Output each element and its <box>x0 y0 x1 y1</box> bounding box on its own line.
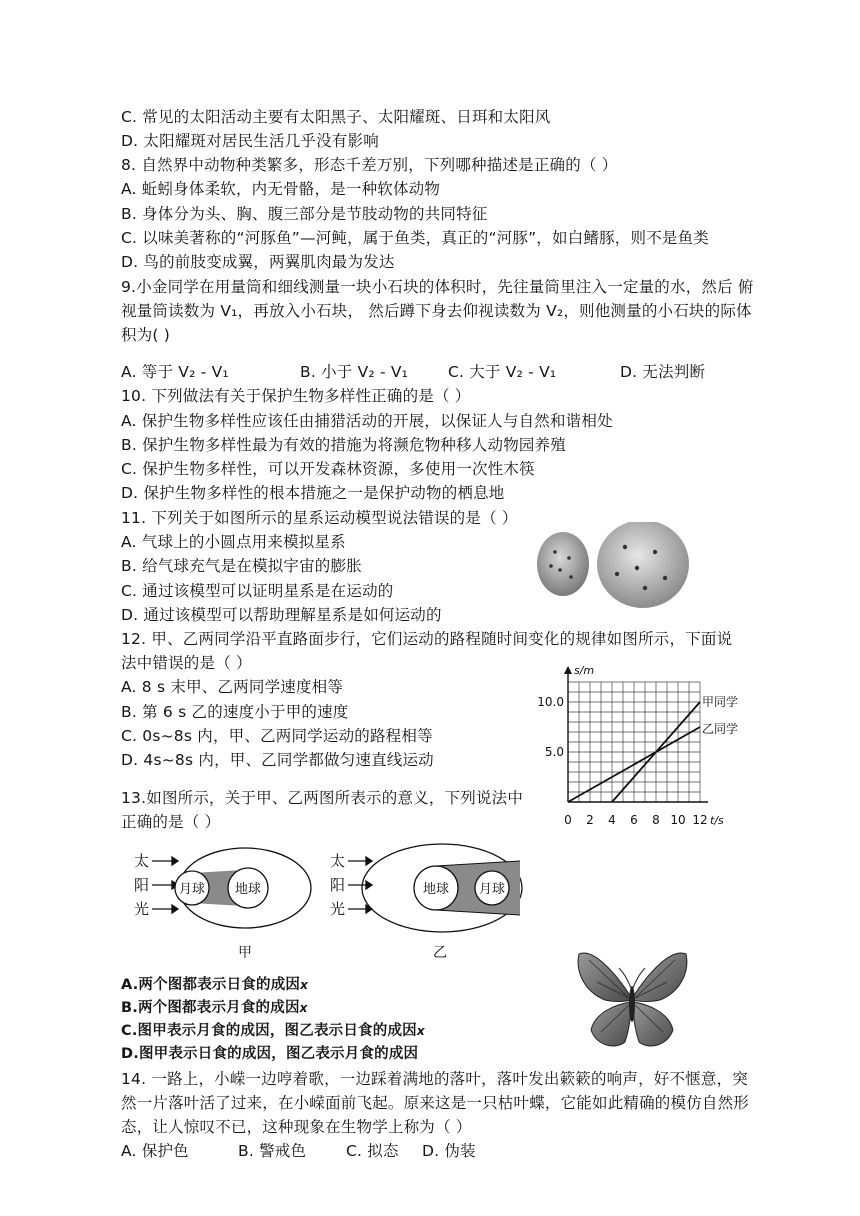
q10-option-d: D. 保护生物多样性的根本措施之一是保护动物的栖息地 <box>121 484 505 502</box>
q8-option-d: D. 鸟的前肢变成翼，两翼肌肉最为发达 <box>121 253 395 271</box>
q13-mark-c: x <box>416 1024 425 1038</box>
upper-right-wing <box>633 953 687 1001</box>
upper-left-wing <box>578 953 631 1001</box>
q14-option-b: B. 警戒色 <box>238 1142 307 1160</box>
x-tick-label: 2 <box>586 813 594 827</box>
x-tick-label: 0 <box>564 813 572 827</box>
jia-sun-label-2: 阳 <box>134 876 150 894</box>
q11-option-d: D. 通过该模型可以帮助理解星系是如何运动的 <box>121 606 442 624</box>
q10-stem: 10. 下列做法有关于保护生物多样性正确的是（ ） <box>121 387 471 405</box>
q8-stem: 8. 自然界中动物种类繁多，形态千差万别，下列哪种描述是正确的（ ） <box>121 156 618 174</box>
q14-option-a: A. 保护色 <box>121 1142 189 1160</box>
distance-time-chart <box>530 650 750 832</box>
yi-second-label: 月球 <box>478 882 506 897</box>
large-balloon <box>597 522 689 608</box>
q13-option-b: B.两个图都表示月食的成因x <box>121 1000 308 1016</box>
q9-option-b: B. 小于 V₂ - V₁ <box>300 363 409 381</box>
q13-option-a: A.两个图都表示日食的成因x <box>121 977 309 993</box>
q12-option-d: D. 4s~8s 内，甲、乙同学都做匀速直线运动 <box>121 751 434 769</box>
diagram-jia <box>134 848 311 961</box>
yi-sun-label-2: 阳 <box>330 876 346 894</box>
q12-stem-line1: 12. 甲、乙两同学沿平直路面步行，它们运动的路程随时间变化的规律如图所示，下面说 <box>121 630 733 648</box>
q10-option-c: C. 保护生物多样性，可以开发森林资源，多使用一次性木筷 <box>121 460 535 478</box>
q14-option-c: C. 拟态 <box>346 1142 399 1160</box>
q13-mark-b: x <box>299 1001 308 1015</box>
x-tick-label: 12 <box>692 813 708 827</box>
q9-stem-line1: 9.小金同学在用量筒和细线测量一块小石块的体积时，先往量筒里注入一定量的水，然后 俯 <box>121 278 754 296</box>
jia-caption: 甲 <box>238 945 252 961</box>
q9-stem-line3: 积为( ) <box>121 326 171 344</box>
yi-sun-label-3: 光 <box>330 900 346 918</box>
q13-stem-line1: 13.如图所示，关于甲、乙两图所表示的意义，下列说法中 <box>121 789 524 807</box>
q10-option-a: A. 保护生物多样性应该任由捕猎活动的开展，以保证人与自然和谐相处 <box>121 412 613 430</box>
small-balloon <box>537 532 589 596</box>
balloon-model-figure <box>525 522 705 612</box>
q11-option-c: C. 通过该模型可以证明星系是在运动的 <box>121 582 394 600</box>
q13-mark-a: x <box>300 978 309 992</box>
q8-option-a: A. 蚯蚓身体柔软，内无骨骼，是一种软体动物 <box>121 180 441 198</box>
y-axis-arrow <box>564 666 572 674</box>
eclipse-diagrams <box>120 842 540 964</box>
q14-line1: 14. 一路上，小嵘一边哼着歌，一边踩着满地的落叶，落叶发出簌簌的响声，好不惬意，突 <box>121 1070 748 1088</box>
diagram-yi <box>330 844 522 961</box>
q9-option-c: C. 大于 V₂ - V₁ <box>448 363 557 381</box>
q10-option-b: B. 保护生物多样性最为有效的措施为将濒危物种移人动物园养殖 <box>121 436 566 454</box>
q12-option-b: B. 第 6 s 乙的速度小于甲的速度 <box>121 703 349 721</box>
y-tick-label: 5.0 <box>544 745 564 759</box>
q9-option-d: D. 无法判断 <box>620 363 706 381</box>
q14-line3: 态，让人惊叹不已，这种现象在生物学上称为（ ） <box>121 1118 472 1136</box>
q9-option-a: A. 等于 V₂ - V₁ <box>121 363 229 381</box>
jia-sun-label-1: 太 <box>134 852 150 870</box>
q9-stem-line2: 视量筒读数为 V₁，再放入小石块， 然后蹲下身去仰视读数为 V₂，则他测量的小石块的际体 <box>121 302 752 320</box>
x-tick-label: 10 <box>670 813 686 827</box>
butterfly-body <box>629 986 635 1022</box>
jia-second-label: 地球 <box>234 882 262 897</box>
q11-option-b: B. 给气球充气是在模拟宇宙的膨胀 <box>121 557 362 575</box>
q14-option-d: D. 伪装 <box>422 1142 476 1160</box>
q7-option-d: D. 太阳耀斑对居民生活几乎没有影响 <box>121 132 379 150</box>
q12-stem-line2: 法中错误的是（ ） <box>121 654 252 672</box>
yi-caption: 乙 <box>433 945 447 961</box>
q7-option-c: C. 常见的太阳活动主要有太阳黑子、太阳耀斑、日珥和太阳风 <box>121 108 551 126</box>
q11-option-a: A. 气球上的小圆点用来模拟星系 <box>121 533 346 551</box>
series-label-1: 甲同学 <box>702 695 739 709</box>
x-tick-label: 4 <box>608 813 616 827</box>
x-tick-label: 6 <box>630 813 638 827</box>
y-axis-label: s/m <box>574 664 595 677</box>
q12-option-a: A. 8 s 末甲、乙两同学速度相等 <box>121 678 344 696</box>
q14-line2: 然一片落叶活了过来，在小嵘面前飞起。原来这是一只枯叶蝶，它能如此精确的模仿自然形 <box>121 1094 750 1112</box>
q13-option-d: D.图甲表示日食的成因，图乙表示月食的成因 <box>121 1046 419 1062</box>
jia-first-label: 月球 <box>178 882 206 897</box>
x-axis-label: t/s <box>710 814 724 827</box>
q11-stem: 11. 下列关于如图所示的星系运动模型说法错误的是（ ） <box>121 509 518 527</box>
leaf-butterfly-figure <box>575 942 690 1054</box>
q13-stem-line2: 正确的是（ ） <box>121 813 221 831</box>
x-tick-label: 8 <box>652 813 660 827</box>
q13-option-c: C.图甲表示月食的成因，图乙表示日食的成因x <box>121 1023 425 1039</box>
jia-sun-label-3: 光 <box>134 900 150 918</box>
q8-option-b: B. 身体分为头、胸、腹三部分是节肢动物的共同特征 <box>121 205 488 223</box>
y-tick-label: 10.0 <box>537 695 564 709</box>
chart-grid <box>568 682 700 802</box>
q8-option-c: C. 以味美著称的“河豚鱼”—河鲀，属于鱼类，真正的“河豚”，如白鳍豚，则不是鱼类 <box>121 229 709 247</box>
q12-option-c: C. 0s~8s 内，甲、乙两同学运动的路程相等 <box>121 727 433 745</box>
yi-sun-label-1: 太 <box>330 852 346 870</box>
yi-first-label: 地球 <box>422 882 450 897</box>
series-label-2: 乙同学 <box>702 722 739 736</box>
